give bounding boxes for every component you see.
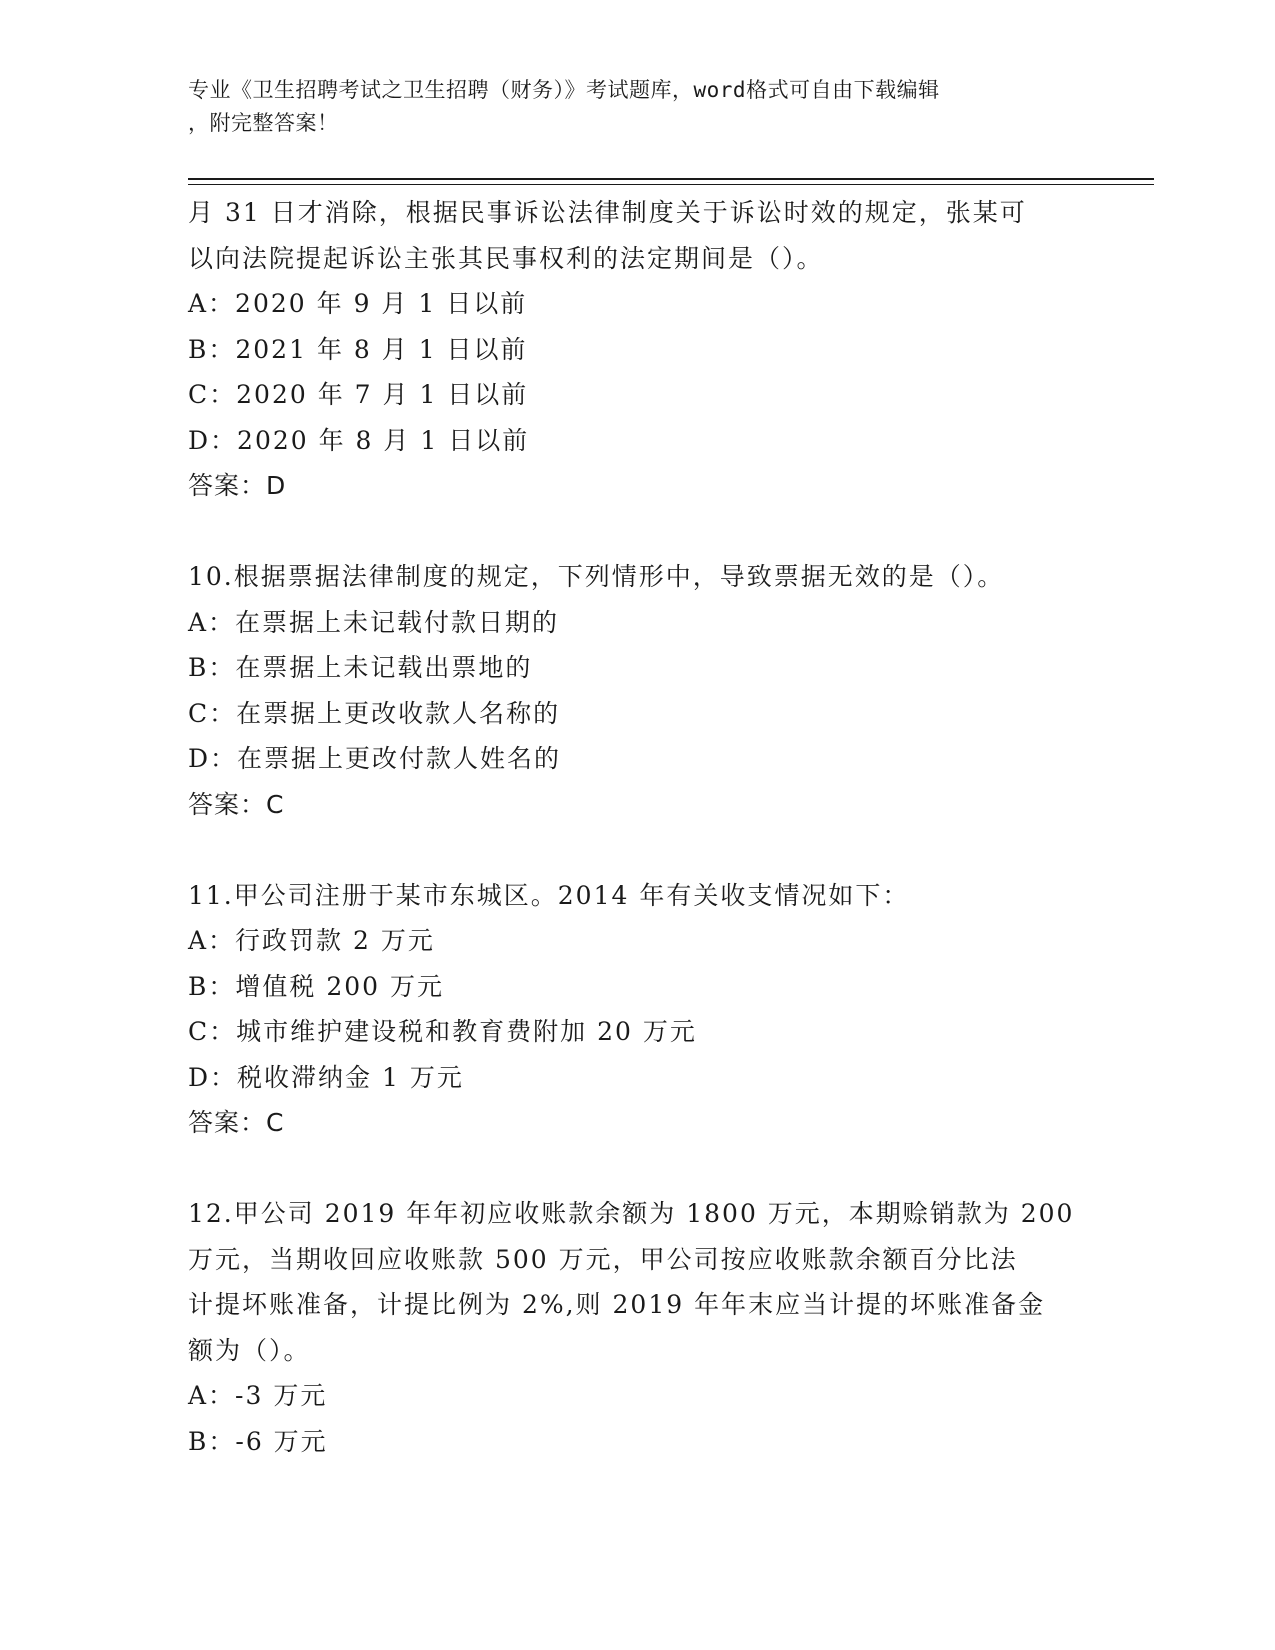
question-9 (188, 190, 1088, 509)
option-a: A：行政罚款 2 万元 (188, 926, 435, 955)
document-body (188, 190, 1088, 1464)
option-a: A：-3 万元 (188, 1381, 328, 1410)
question-stem-line: 10.根据票据法律制度的规定，下列情形中，导致票据无效的是（）。 (188, 562, 1005, 591)
header-divider-thin (188, 184, 1154, 185)
header-line-2: ，附完整答案！ (188, 111, 339, 135)
spacer (188, 827, 1088, 873)
question-stem-line: 11.甲公司注册于某市东城区。2014 年有关收支情况如下： (188, 880, 910, 910)
question-stem-line: 12.甲公司 2019 年年初应收账款余额为 1800 万元，本期赊销款为 200 (188, 1199, 1075, 1228)
document-header (188, 74, 1068, 140)
option-c: C：在票据上更改收款人名称的 (188, 698, 561, 728)
option-a: A：2020 年 9 月 1 日以前 (188, 289, 528, 318)
header-line-1: 专业《卫生招聘考试之卫生招聘（财务）》考试题库，word格式可自由下载编辑 (188, 78, 940, 102)
question-10 (188, 554, 1088, 827)
spacer (188, 509, 1088, 555)
option-d: D：2020 年 8 月 1 日以前 (188, 425, 530, 455)
option-b: B：在票据上未记载出票地的 (188, 653, 533, 682)
question-stem-line: 额为（）。 (188, 1335, 311, 1365)
question-12 (188, 1191, 1088, 1464)
spacer (188, 1146, 1088, 1192)
question-stem-line: 以向法院提起诉讼主张其民事权利的法定期间是（）。 (188, 243, 824, 273)
option-b: B：增值税 200 万元 (188, 971, 444, 1001)
header-divider-thick (188, 178, 1154, 180)
question-stem-line: 计提坏账准备，计提比例为 2%,则 2019 年年末应当计提的坏账准备金 (188, 1290, 1046, 1319)
option-d: D：税收滞纳金 1 万元 (188, 1062, 464, 1092)
answer-line: 答案：C (188, 1108, 285, 1137)
question-stem-line: 月 31 日才消除，根据民事诉讼法律制度关于诉讼时效的规定，张某可 (188, 198, 1027, 227)
option-d: D：在票据上更改付款人姓名的 (188, 744, 562, 773)
option-c: C：2020 年 7 月 1 日以前 (188, 380, 529, 409)
option-b: B：-6 万元 (188, 1426, 328, 1456)
answer-line: 答案：C (188, 789, 285, 819)
option-a: A：在票据上未记载付款日期的 (188, 607, 560, 637)
question-stem-line: 万元，当期收回应收账款 500 万元，甲公司按应收账款余额百分比法 (188, 1244, 1018, 1274)
answer-line: 答案：D (188, 471, 287, 500)
option-c: C：城市维护建设税和教育费附加 20 万元 (188, 1017, 697, 1046)
question-11 (188, 873, 1088, 1146)
option-b: B：2021 年 8 月 1 日以前 (188, 334, 528, 364)
